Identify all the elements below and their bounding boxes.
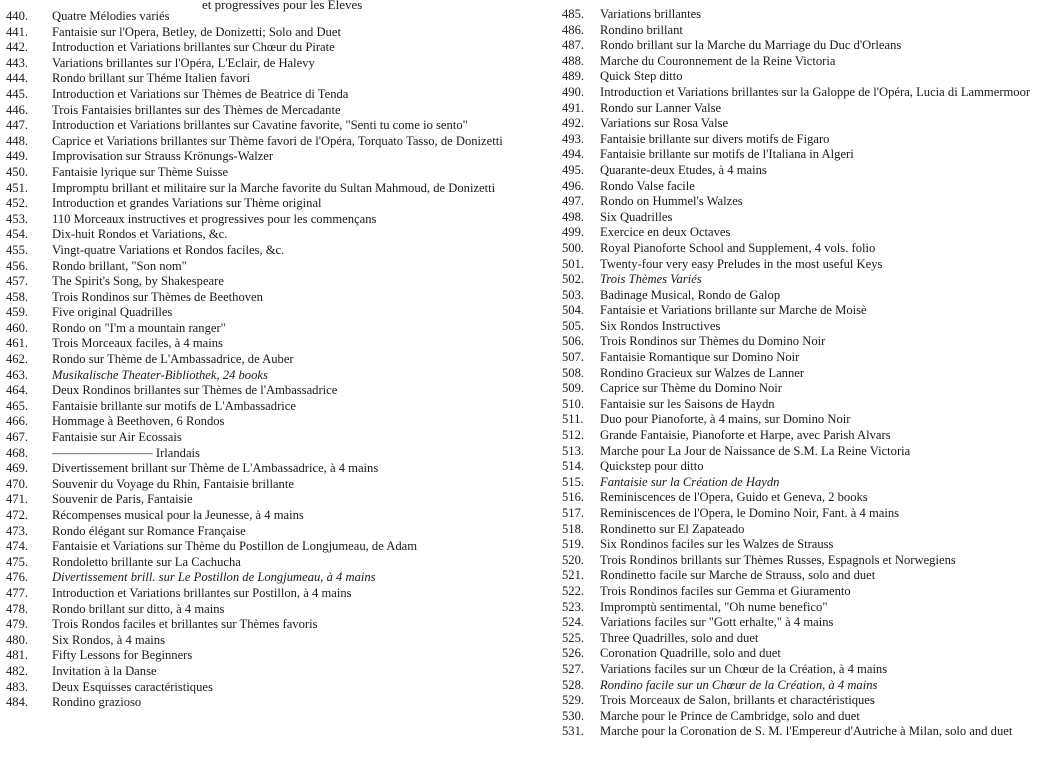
catalogue-entry — [562, 709, 1052, 725]
catalogue-entry — [562, 615, 1052, 631]
entry-number: 487. — [562, 38, 585, 53]
entry-title: Improvisation sur Strauss Krönungs-Walzer — [52, 149, 274, 164]
entry-number: 517. — [562, 506, 585, 520]
entry-number: 442. — [6, 40, 29, 55]
entry-number: 505. — [562, 318, 585, 333]
entry-title: Reminiscences de l'Opera, Guido et Geneva, 2 books — [600, 490, 868, 505]
entry-title: Reminiscences de l'Opera, le Domino Noir, Fant. à 4 mains — [600, 506, 900, 520]
catalogue-entry — [6, 383, 536, 399]
entry-number: 459. — [6, 305, 29, 320]
catalogue-entry — [6, 181, 536, 197]
entry-title: Quarante-deux Etudes, à 4 mains — [600, 162, 767, 177]
catalogue-entry — [6, 524, 536, 540]
entry-title: Invitation à la Danse — [52, 663, 157, 678]
entry-title: Coronation Quadrille, solo and duet — [600, 646, 781, 661]
entry-number: 524. — [562, 615, 585, 630]
catalogue-entry — [562, 412, 1052, 428]
catalogue-entry — [562, 428, 1052, 444]
entry-number: 525. — [562, 630, 585, 645]
entry-number: 456. — [6, 258, 29, 273]
entry-title: Fantaisie sur les Saisons de Haydn — [600, 396, 775, 411]
entry-number: 511. — [562, 412, 584, 427]
entry-title: Souvenir de Paris, Fantaisie — [52, 492, 193, 507]
entry-title: Rondoletto brillante sur La Cachucha — [52, 554, 241, 569]
catalogue-entry — [562, 101, 1052, 117]
entry-number: 516. — [562, 490, 585, 505]
entry-title: Introduction et Variations brillantes sur la Galoppe de l'Opéra, Lucia di Lammermoor — [600, 84, 1031, 99]
catalogue-entry — [562, 85, 1052, 101]
catalogue-entry — [562, 210, 1052, 226]
entry-number: 468. — [6, 445, 29, 460]
entry-title: Trois Rondinos sur Thèmes de Beethoven — [52, 289, 263, 304]
entry-title: Fantaisie sur l'Opera, Betley, de Donizetti; Solo and Duet — [52, 24, 341, 39]
entry-number: 467. — [6, 430, 29, 445]
entry-title: Quatre Mélodies variés — [52, 9, 170, 23]
entry-number: 501. — [562, 256, 585, 271]
entry-title: Vingt-quatre Variations et Rondos faciles, &c. — [52, 242, 285, 257]
catalogue-entry — [562, 475, 1052, 491]
entry-title: Rondino facile sur un Chœur de la Création, à 4 mains — [600, 677, 878, 692]
entry-number: 485. — [562, 7, 585, 21]
entry-number: 498. — [562, 209, 585, 224]
entry-number: 526. — [562, 646, 585, 661]
entry-number: 522. — [562, 583, 585, 598]
catalogue-entry — [6, 399, 536, 415]
page-header: et progressives pour les Eleves — [202, 0, 363, 12]
entry-title: Deux Esquisses caractéristiques — [52, 679, 213, 694]
entry-number: 479. — [6, 617, 29, 632]
entry-number: 480. — [6, 632, 29, 647]
entry-number: 499. — [562, 225, 585, 240]
entry-number: 527. — [562, 661, 585, 676]
entry-title: Three Quadrilles, solo and duet — [600, 630, 759, 645]
entry-title: Trois Rondinos brillants sur Thèmes Russes, Espagnols et Norwegiens — [600, 552, 956, 567]
entry-title: Rondo sur Lanner Valse — [600, 100, 722, 115]
entry-number: 486. — [562, 22, 585, 37]
entry-title: Dix-huit Rondos et Variations, &c. — [52, 227, 228, 242]
entry-number: 489. — [562, 69, 585, 84]
catalogue-entry — [562, 272, 1052, 288]
catalogue-entry — [6, 695, 536, 711]
entry-number: 509. — [562, 381, 585, 396]
catalogue-entry — [562, 381, 1052, 397]
catalogue-entry — [6, 477, 536, 493]
catalogue-entry — [562, 319, 1052, 335]
catalogue-entry — [562, 179, 1052, 195]
catalogue-entry — [6, 508, 536, 524]
entry-number: 519. — [562, 537, 585, 552]
catalogue-entry — [562, 662, 1052, 678]
catalogue-entry — [6, 290, 536, 306]
entry-title: Fantaisie brillante sur motifs de L'Ambassadrice — [52, 398, 296, 413]
catalogue-entry — [562, 288, 1052, 304]
catalogue-entry — [562, 568, 1052, 584]
entry-number: 447. — [6, 118, 29, 133]
catalogue-entry — [562, 693, 1052, 709]
entry-title: Fifty Lessons for Beginners — [52, 648, 193, 663]
entry-title: The Spirit's Song, by Shakespeare — [52, 274, 224, 289]
entry-title: Rondino grazioso — [52, 695, 142, 710]
entry-number: 520. — [562, 552, 585, 567]
entry-title: Trois Morceaux faciles, à 4 mains — [52, 336, 223, 351]
entry-title: Exercice en deux Octaves — [600, 225, 731, 240]
entry-title: Variations sur Rosa Valse — [600, 116, 729, 131]
catalogue-entry — [6, 40, 536, 56]
catalogue-entry — [562, 459, 1052, 475]
catalogue-entry — [562, 334, 1052, 350]
entry-title: Variations brillantes sur l'Opéra, L'Eclair, de Halevy — [52, 55, 315, 70]
catalogue-entry — [6, 336, 536, 352]
entry-title: Caprice sur Thème du Domino Noir — [600, 381, 782, 396]
entry-title: Rondo brillant sur la Marche du Marriage du Duc d'Orleans — [600, 38, 902, 53]
entry-title: Fantaisie et Variations brillante sur Marche de Moisè — [600, 303, 867, 318]
catalogue-entry — [6, 461, 536, 477]
catalogue-entry — [6, 570, 536, 586]
entry-number: 506. — [562, 334, 585, 349]
catalogue-entry — [562, 631, 1052, 647]
entry-number: 518. — [562, 521, 585, 536]
catalogue-entry — [562, 522, 1052, 538]
catalogue-entry — [562, 163, 1052, 179]
entry-number: 502. — [562, 272, 585, 287]
entry-title: Introduction et Variations brillantes sur Cavatine favorite, "Senti tu come io sento" — [52, 118, 468, 133]
entry-number: 472. — [6, 508, 29, 522]
entry-title: Duo pour Pianoforte, à 4 mains, sur Domino Noir — [600, 412, 851, 427]
catalogue-entry — [6, 539, 536, 555]
entry-title: Twenty-four very easy Preludes in the most useful Keys — [600, 256, 883, 271]
entry-title: Fantaisie Romantique sur Domino Noir — [600, 350, 800, 365]
entry-title: Trois Thèmes Variés — [600, 272, 702, 287]
entry-title: Fantaisie sur Air Ecossais — [52, 430, 182, 445]
catalogue-entry — [562, 303, 1052, 319]
catalogue-entry — [562, 646, 1052, 662]
entry-number: 454. — [6, 227, 29, 242]
catalogue-entry — [6, 243, 536, 259]
catalogue-entry — [6, 9, 536, 25]
entry-number: 462. — [6, 352, 29, 367]
catalogue-entry — [562, 257, 1052, 273]
left-column — [6, 9, 536, 711]
catalogue-entry — [562, 397, 1052, 413]
entry-title: Quickstep pour ditto — [600, 459, 704, 474]
catalogue-entry — [6, 134, 536, 150]
entry-title: Rondino Gracieux sur Walzes de Lanner — [600, 365, 805, 380]
entry-number: 476. — [6, 570, 29, 585]
catalogue-entry — [6, 118, 536, 134]
entry-number: 494. — [562, 147, 585, 162]
entry-title: Trois Fantaisies brillantes sur des Thèmes de Mercadante — [52, 102, 341, 117]
catalogue-entry — [562, 147, 1052, 163]
entry-number: 470. — [6, 476, 29, 491]
entry-number: 481. — [6, 648, 29, 663]
entry-title: Badinage Musical, Rondo de Galop — [600, 287, 781, 302]
entry-number: 491. — [562, 100, 585, 115]
entry-title: Rondo élégant sur Romance Française — [52, 523, 246, 538]
entry-title: Fantaisie lyrique sur Thème Suisse — [52, 164, 229, 179]
entry-number: 457. — [6, 274, 29, 289]
entry-number: 477. — [6, 585, 29, 600]
entry-number: 512. — [562, 428, 585, 443]
entry-number: 503. — [562, 287, 585, 302]
entry-number: 452. — [6, 196, 29, 211]
entry-number: 495. — [562, 162, 585, 177]
entry-number: 497. — [562, 194, 585, 209]
entry-number: 510. — [562, 396, 585, 411]
entry-number: 513. — [562, 443, 585, 458]
entry-title: Musikalische Theater-Bibliothek, 24 books — [52, 367, 268, 382]
entry-title: Rondo sur Thème de L'Ambassadrice, de Auber — [52, 352, 294, 367]
entry-number: 458. — [6, 289, 29, 304]
entry-number: 504. — [562, 303, 585, 318]
entry-number: 451. — [6, 180, 29, 195]
entry-number: 466. — [6, 414, 29, 429]
catalogue-entry — [562, 132, 1052, 148]
entry-title: Variations faciles sur un Chœur de la Création, à 4 mains — [600, 661, 888, 676]
entry-number: 441. — [6, 24, 29, 39]
catalogue-entry — [6, 648, 536, 664]
entry-number: 455. — [6, 242, 29, 257]
catalogue-entry — [6, 492, 536, 508]
entry-number: 463. — [6, 367, 29, 382]
catalogue-entry — [6, 680, 536, 696]
entry-number: 507. — [562, 350, 585, 365]
catalogue-entry — [562, 444, 1052, 460]
entry-title: Marche pour le Prince de Cambridge, solo and duet — [600, 708, 860, 723]
catalogue-entry — [562, 194, 1052, 210]
catalogue-entry — [6, 103, 536, 119]
catalogue-entry — [6, 305, 536, 321]
entry-title: Fantaisie brillante sur divers motifs de Figaro — [600, 131, 830, 146]
entry-title: Rondo Valse facile — [600, 178, 695, 193]
catalogue-entry — [562, 553, 1052, 569]
catalogue-entry — [562, 506, 1052, 522]
entry-title: Deux Rondinos brillantes sur Thèmes de l'Ambassadrice — [52, 383, 338, 398]
entry-title: Five original Quadrilles — [52, 305, 173, 320]
entry-number: 440. — [6, 9, 29, 23]
entry-number: 521. — [562, 568, 585, 583]
entry-number: 531. — [562, 724, 585, 739]
catalogue-entry — [562, 54, 1052, 70]
entry-title: Royal Pianoforte School and Supplement, 4 vols. folio — [600, 240, 876, 255]
entry-title: Fantaisie et Variations sur Thème du Postillon de Longjumeau, de Adam — [52, 539, 418, 554]
catalogue-entry — [6, 446, 536, 462]
catalogue-entry — [6, 165, 536, 181]
catalogue-entry — [562, 7, 1052, 23]
entry-title: ———————— Irlandais — [52, 445, 200, 460]
catalogue-entry — [562, 69, 1052, 85]
entry-title: Rondo brillant sur ditto, à 4 mains — [52, 601, 225, 616]
catalogue-entry — [6, 352, 536, 368]
entry-title: Divertissement brill. sur Le Postillon de Longjumeau, à 4 mains — [52, 570, 376, 585]
entry-number: 446. — [6, 102, 29, 117]
catalogue-entry — [6, 71, 536, 87]
entry-number: 453. — [6, 211, 29, 226]
catalogue-entry — [562, 38, 1052, 54]
entry-number: 460. — [6, 320, 29, 335]
catalogue-entry — [562, 490, 1052, 506]
entry-title: Fantaisie brillante sur motifs de l'Italiana in Algeri — [600, 147, 854, 162]
entry-title: Souvenir du Voyage du Rhin, Fantaisie brillante — [52, 476, 294, 491]
entry-title: Variations brillantes — [600, 7, 702, 21]
entry-title: Caprice et Variations brillantes sur Thème favori de l'Opéra, Torquato Tasso, de Donizetti — [52, 133, 503, 148]
entry-number: 490. — [562, 84, 585, 99]
entry-title: Introduction et Variations brillantes sur Postillon, à 4 mains — [52, 585, 352, 600]
entry-title: Marche du Couronnement de la Reine Victoria — [600, 53, 836, 68]
entry-title: Marche pour La Jour de Naissance de S.M. La Reine Victoria — [600, 443, 911, 458]
entry-number: 449. — [6, 149, 29, 164]
catalogue-entry — [6, 227, 536, 243]
entry-title: Grande Fantaisie, Pianoforte et Harpe, avec Parish Alvars — [600, 428, 891, 443]
entry-number: 492. — [562, 116, 585, 131]
catalogue-entry — [6, 196, 536, 212]
entry-title: Trois Morceaux de Salon, brillants et charactéristiques — [600, 693, 875, 708]
catalogue-entry — [6, 274, 536, 290]
entry-number: 488. — [562, 53, 585, 68]
entry-title: Six Rondos, à 4 mains — [52, 632, 165, 647]
entry-number: 483. — [6, 679, 29, 694]
entry-title: Trois Rondos faciles et brillantes sur Thèmes favoris — [52, 617, 318, 632]
entry-title: Variations faciles sur "Gott erhalte," à 4 mains — [600, 615, 834, 630]
catalogue-entry — [562, 537, 1052, 553]
entry-number: 530. — [562, 708, 585, 723]
entry-title: Rondo on Hummel's Walzes — [600, 194, 743, 209]
catalogue-entry — [6, 617, 536, 633]
entry-number: 500. — [562, 240, 585, 255]
entry-number: 528. — [562, 677, 585, 692]
right-column — [562, 7, 1052, 740]
catalogue-entry — [6, 321, 536, 337]
catalogue-entry — [6, 586, 536, 602]
catalogue-entry — [6, 414, 536, 430]
entry-title: Impromptù sentimental, "Oh nume benefico" — [600, 599, 828, 614]
entry-number: 508. — [562, 365, 585, 380]
entry-number: 478. — [6, 601, 29, 616]
catalogue-entry — [562, 366, 1052, 382]
entry-number: 445. — [6, 86, 29, 101]
catalogue-entry — [562, 23, 1052, 39]
entry-number: 464. — [6, 383, 29, 398]
entry-title: Marche pour la Coronation de S. M. l'Empereur d'Autriche à Milan, solo and duet — [600, 724, 1013, 739]
catalogue-entry — [562, 600, 1052, 616]
entry-number: 465. — [6, 398, 29, 413]
entry-number: 474. — [6, 539, 29, 554]
entry-number: 469. — [6, 461, 29, 476]
entry-title: Rondo brillant sur Théme Italien favori — [52, 71, 251, 86]
entry-title: Six Rondos Instructives — [600, 318, 721, 333]
entry-number: 514. — [562, 459, 585, 474]
catalogue-entry — [6, 602, 536, 618]
entry-title: Six Quadrilles — [600, 209, 673, 224]
entry-title: Introduction et grandes Variations sur Thème original — [52, 196, 322, 211]
entry-title: Hommage à Beethoven, 6 Rondos — [52, 414, 225, 429]
catalogue-entry — [6, 56, 536, 72]
catalogue-entry — [562, 584, 1052, 600]
catalogue-entry — [6, 633, 536, 649]
entry-number: 523. — [562, 599, 585, 614]
entry-title: Récompenses musical pour la Jeunesse, à 4 mains — [52, 508, 304, 522]
entry-number: 493. — [562, 131, 585, 146]
entry-number: 444. — [6, 71, 29, 86]
catalogue-entry — [562, 678, 1052, 694]
catalogue-entry — [6, 664, 536, 680]
catalogue-entry — [562, 350, 1052, 366]
catalogue-entry — [6, 212, 536, 228]
entry-title: Rondinetto sur El Zapateado — [600, 521, 745, 536]
entry-title: Divertissement brillant sur Thème de L'Ambassadrice, à 4 mains — [52, 461, 379, 476]
catalogue-entry — [6, 368, 536, 384]
entry-number: 482. — [6, 663, 29, 678]
entry-number: 515. — [562, 474, 585, 489]
entry-title: 110 Morceaux instructives et progressives pour les commençans — [52, 211, 377, 226]
catalogue-entry — [562, 241, 1052, 257]
entry-title: Rondino brillant — [600, 22, 683, 37]
entry-title: Trois Rondinos sur Thèmes du Domino Noir — [600, 334, 826, 349]
entry-title: Quick Step ditto — [600, 69, 683, 84]
entry-title: Trois Rondinos faciles sur Gemma et Giuramento — [600, 583, 851, 598]
entry-title: Rondinetto facile sur Marche de Strauss, solo and duet — [600, 568, 876, 583]
entry-title: Introduction et Variations brillantes sur Chœur du Pirate — [52, 40, 335, 55]
catalogue-entry — [562, 225, 1052, 241]
entry-number: 450. — [6, 164, 29, 179]
catalogue-entry — [6, 430, 536, 446]
catalogue-entry — [562, 116, 1052, 132]
catalogue-entry — [6, 149, 536, 165]
entry-title: Impromptu brillant et militaire sur la Marche favorite du Sultan Mahmoud, de Donizetti — [52, 180, 496, 195]
catalogue-entry — [562, 724, 1052, 740]
entry-title: Rondo on "I'm a mountain ranger" — [52, 320, 226, 335]
entry-number: 448. — [6, 133, 29, 148]
entry-number: 484. — [6, 695, 29, 710]
entry-number: 475. — [6, 554, 29, 569]
entry-title: Introduction et Variations sur Thèmes de Beatrice di Tenda — [52, 86, 349, 101]
entry-number: 461. — [6, 336, 29, 351]
entry-title: Rondo brillant, "Son nom" — [52, 258, 187, 273]
entry-number: 473. — [6, 523, 29, 538]
catalogue-entry — [6, 259, 536, 275]
entry-number: 529. — [562, 693, 585, 708]
entry-number: 471. — [6, 492, 29, 507]
entry-title: Six Rondinos faciles sur les Walzes de Strauss — [600, 537, 834, 552]
entry-number: 443. — [6, 55, 29, 70]
catalogue-entry — [6, 555, 536, 571]
entry-title: Fantaisie sur la Création de Haydn — [600, 474, 780, 489]
catalogue-entry — [6, 25, 536, 41]
catalogue-entry — [6, 87, 536, 103]
entry-number: 496. — [562, 178, 585, 193]
